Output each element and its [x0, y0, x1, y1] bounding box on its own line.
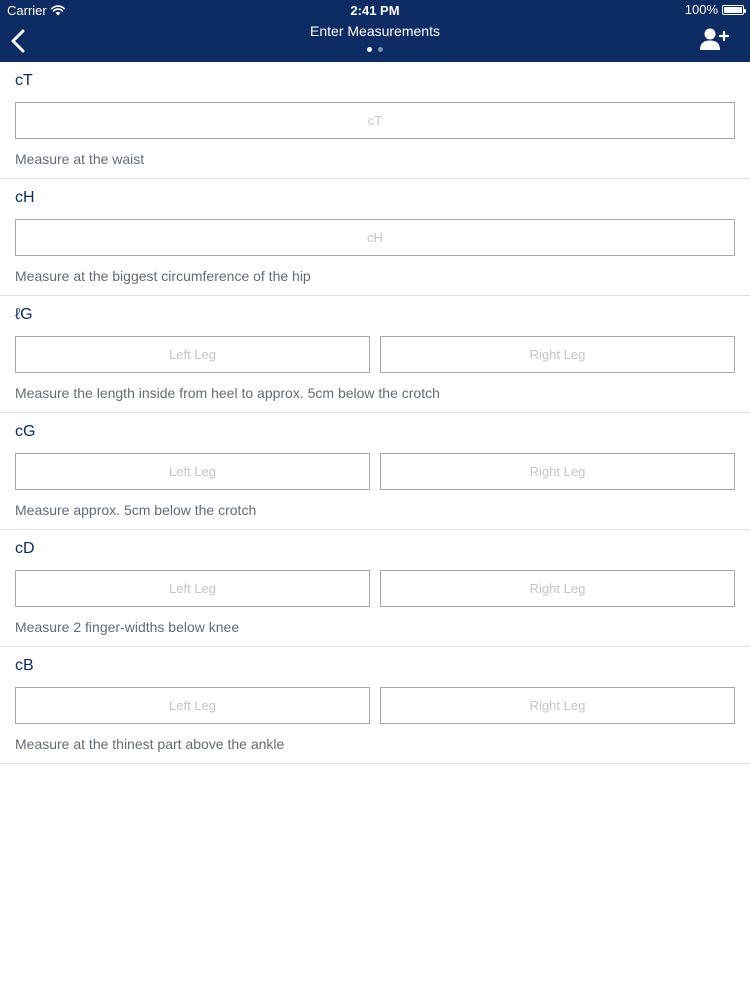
battery-indicator	[685, 2, 744, 17]
status-time: 2:41 PM	[350, 3, 400, 18]
add-user-button[interactable]	[700, 27, 730, 53]
page-indicator[interactable]	[0, 47, 750, 52]
page-dot	[367, 47, 372, 52]
section-cd	[0, 530, 750, 647]
section-label: cB	[15, 657, 34, 674]
section-cb	[0, 647, 750, 764]
lg-left-leg-input[interactable]	[15, 336, 370, 373]
cb-left-leg-input[interactable]	[15, 687, 370, 724]
section-ct	[0, 62, 750, 179]
section-label: ℓG	[15, 306, 33, 323]
section-hint: Measure at the waist	[15, 151, 145, 167]
section-label: cT	[15, 72, 33, 89]
section-hint: Measure the length inside from heel to approx. 5cm below the crotch	[15, 385, 440, 401]
battery-icon	[722, 5, 744, 15]
cg-right-leg-input[interactable]	[380, 453, 735, 490]
lg-right-leg-input[interactable]	[380, 336, 735, 373]
page-title: Enter Measurements	[310, 23, 440, 39]
ch-input[interactable]	[15, 219, 735, 256]
cd-right-leg-input[interactable]	[380, 570, 735, 607]
cd-left-leg-input[interactable]	[15, 570, 370, 607]
section-cg	[0, 413, 750, 530]
cg-left-leg-input[interactable]	[15, 453, 370, 490]
section-label: cG	[15, 423, 36, 440]
section-label: cD	[15, 540, 35, 557]
ct-input[interactable]	[15, 102, 735, 139]
section-lg	[0, 296, 750, 413]
section-ch	[0, 179, 750, 296]
section-hint: Measure 2 finger-widths below knee	[15, 619, 240, 635]
measurement-form	[0, 62, 750, 764]
page-dot	[378, 47, 383, 52]
add-user-icon	[700, 27, 730, 53]
battery-percent: 100%	[684, 2, 718, 17]
section-label: cH	[15, 189, 35, 206]
battery-fill	[724, 7, 742, 13]
nav-header	[0, 0, 750, 62]
status-bar	[0, 0, 750, 20]
section-hint: Measure approx. 5cm below the crotch	[15, 502, 257, 518]
section-hint: Measure at the biggest circumference of the hip	[15, 268, 311, 284]
section-hint: Measure at the thinest part above the ankle	[15, 736, 285, 752]
cb-right-leg-input[interactable]	[380, 687, 735, 724]
carrier-label: Carrier	[7, 3, 47, 18]
